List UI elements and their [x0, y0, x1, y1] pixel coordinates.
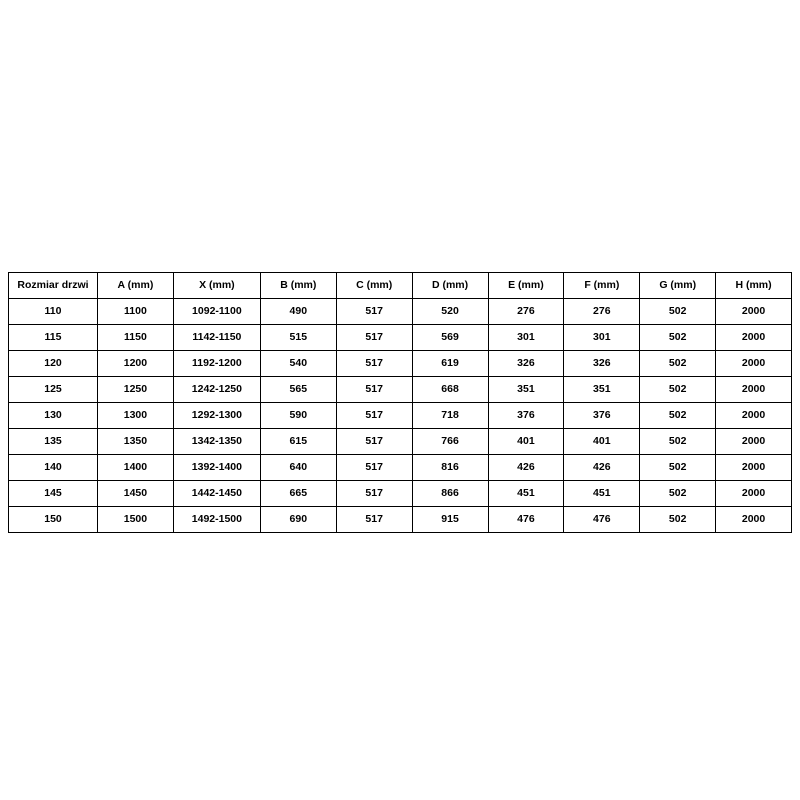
table-cell: 2000	[716, 481, 792, 507]
table-cell: 1300	[98, 403, 174, 429]
table-cell: 590	[260, 403, 336, 429]
table-cell: 1142-1150	[173, 325, 260, 351]
table-row	[9, 325, 792, 351]
table-row	[9, 507, 792, 533]
table-cell: 517	[336, 455, 412, 481]
table-cell: 1442-1450	[173, 481, 260, 507]
table-cell: 540	[260, 351, 336, 377]
table-cell: 2000	[716, 403, 792, 429]
table-cell: 1250	[98, 377, 174, 403]
table-cell: 426	[564, 455, 640, 481]
table-cell: 915	[412, 507, 488, 533]
table-cell: 301	[564, 325, 640, 351]
table-cell: 1342-1350	[173, 429, 260, 455]
table-cell: 640	[260, 455, 336, 481]
table-cell: 665	[260, 481, 336, 507]
table-cell: 517	[336, 351, 412, 377]
table-cell: 502	[640, 429, 716, 455]
column-header: D (mm)	[412, 273, 488, 299]
table-cell: 401	[564, 429, 640, 455]
table-cell: 2000	[716, 377, 792, 403]
table-cell: 515	[260, 325, 336, 351]
column-header: B (mm)	[260, 273, 336, 299]
column-header: F (mm)	[564, 273, 640, 299]
table-cell: 1500	[98, 507, 174, 533]
table-cell: 1100	[98, 299, 174, 325]
table-row	[9, 377, 792, 403]
table-cell: 115	[9, 325, 98, 351]
table-cell: 1192-1200	[173, 351, 260, 377]
table-cell: 502	[640, 377, 716, 403]
table-cell: 517	[336, 481, 412, 507]
table-header	[9, 273, 792, 299]
table-cell: 502	[640, 299, 716, 325]
table-cell: 276	[488, 299, 564, 325]
table-cell: 569	[412, 325, 488, 351]
table-cell: 1492-1500	[173, 507, 260, 533]
column-header: X (mm)	[173, 273, 260, 299]
table-cell: 2000	[716, 351, 792, 377]
table-cell: 1092-1100	[173, 299, 260, 325]
table-cell: 517	[336, 299, 412, 325]
table-cell: 376	[564, 403, 640, 429]
table-cell: 615	[260, 429, 336, 455]
table-cell: 1400	[98, 455, 174, 481]
table-cell: 2000	[716, 325, 792, 351]
table-cell: 517	[336, 325, 412, 351]
table-cell: 2000	[716, 507, 792, 533]
column-header: A (mm)	[98, 273, 174, 299]
table-cell: 1242-1250	[173, 377, 260, 403]
table-cell: 120	[9, 351, 98, 377]
table-cell: 130	[9, 403, 98, 429]
table-row	[9, 351, 792, 377]
table-cell: 490	[260, 299, 336, 325]
table-cell: 140	[9, 455, 98, 481]
table-cell: 276	[564, 299, 640, 325]
table-cell: 1292-1300	[173, 403, 260, 429]
table-cell: 1200	[98, 351, 174, 377]
table-cell: 110	[9, 299, 98, 325]
table-cell: 451	[488, 481, 564, 507]
table-cell: 816	[412, 455, 488, 481]
table-cell: 476	[488, 507, 564, 533]
table-cell: 150	[9, 507, 98, 533]
table-cell: 502	[640, 507, 716, 533]
table-cell: 766	[412, 429, 488, 455]
table-cell: 376	[488, 403, 564, 429]
table-cell: 135	[9, 429, 98, 455]
table-cell: 1350	[98, 429, 174, 455]
table-cell: 502	[640, 403, 716, 429]
table-row	[9, 455, 792, 481]
table-cell: 502	[640, 481, 716, 507]
column-header: E (mm)	[488, 273, 564, 299]
table-row	[9, 429, 792, 455]
table-cell: 502	[640, 455, 716, 481]
table-header-row	[9, 273, 792, 299]
table-cell: 401	[488, 429, 564, 455]
column-header: H (mm)	[716, 273, 792, 299]
table-cell: 351	[564, 377, 640, 403]
table-cell: 2000	[716, 299, 792, 325]
column-header: G (mm)	[640, 273, 716, 299]
table-cell: 2000	[716, 429, 792, 455]
table-cell: 565	[260, 377, 336, 403]
table-cell: 502	[640, 351, 716, 377]
table-cell: 451	[564, 481, 640, 507]
table-row	[9, 403, 792, 429]
table-cell: 1150	[98, 325, 174, 351]
table-cell: 145	[9, 481, 98, 507]
table-cell: 517	[336, 507, 412, 533]
table-cell: 426	[488, 455, 564, 481]
table-cell: 520	[412, 299, 488, 325]
table-cell: 326	[564, 351, 640, 377]
table-cell: 326	[488, 351, 564, 377]
table-cell: 668	[412, 377, 488, 403]
table-cell: 1392-1400	[173, 455, 260, 481]
table-cell: 125	[9, 377, 98, 403]
table-cell: 301	[488, 325, 564, 351]
table-cell: 690	[260, 507, 336, 533]
column-header: C (mm)	[336, 273, 412, 299]
table-cell: 866	[412, 481, 488, 507]
table-cell: 476	[564, 507, 640, 533]
table-row	[9, 481, 792, 507]
table-cell: 502	[640, 325, 716, 351]
specification-table-container	[8, 272, 792, 533]
table-cell: 517	[336, 403, 412, 429]
table-cell: 517	[336, 377, 412, 403]
column-header: Rozmiar drzwi	[9, 273, 98, 299]
table-row	[9, 299, 792, 325]
table-cell: 2000	[716, 455, 792, 481]
table-body	[9, 299, 792, 533]
table-cell: 1450	[98, 481, 174, 507]
door-size-specification-table	[8, 272, 792, 533]
table-cell: 517	[336, 429, 412, 455]
table-cell: 351	[488, 377, 564, 403]
table-cell: 619	[412, 351, 488, 377]
table-cell: 718	[412, 403, 488, 429]
